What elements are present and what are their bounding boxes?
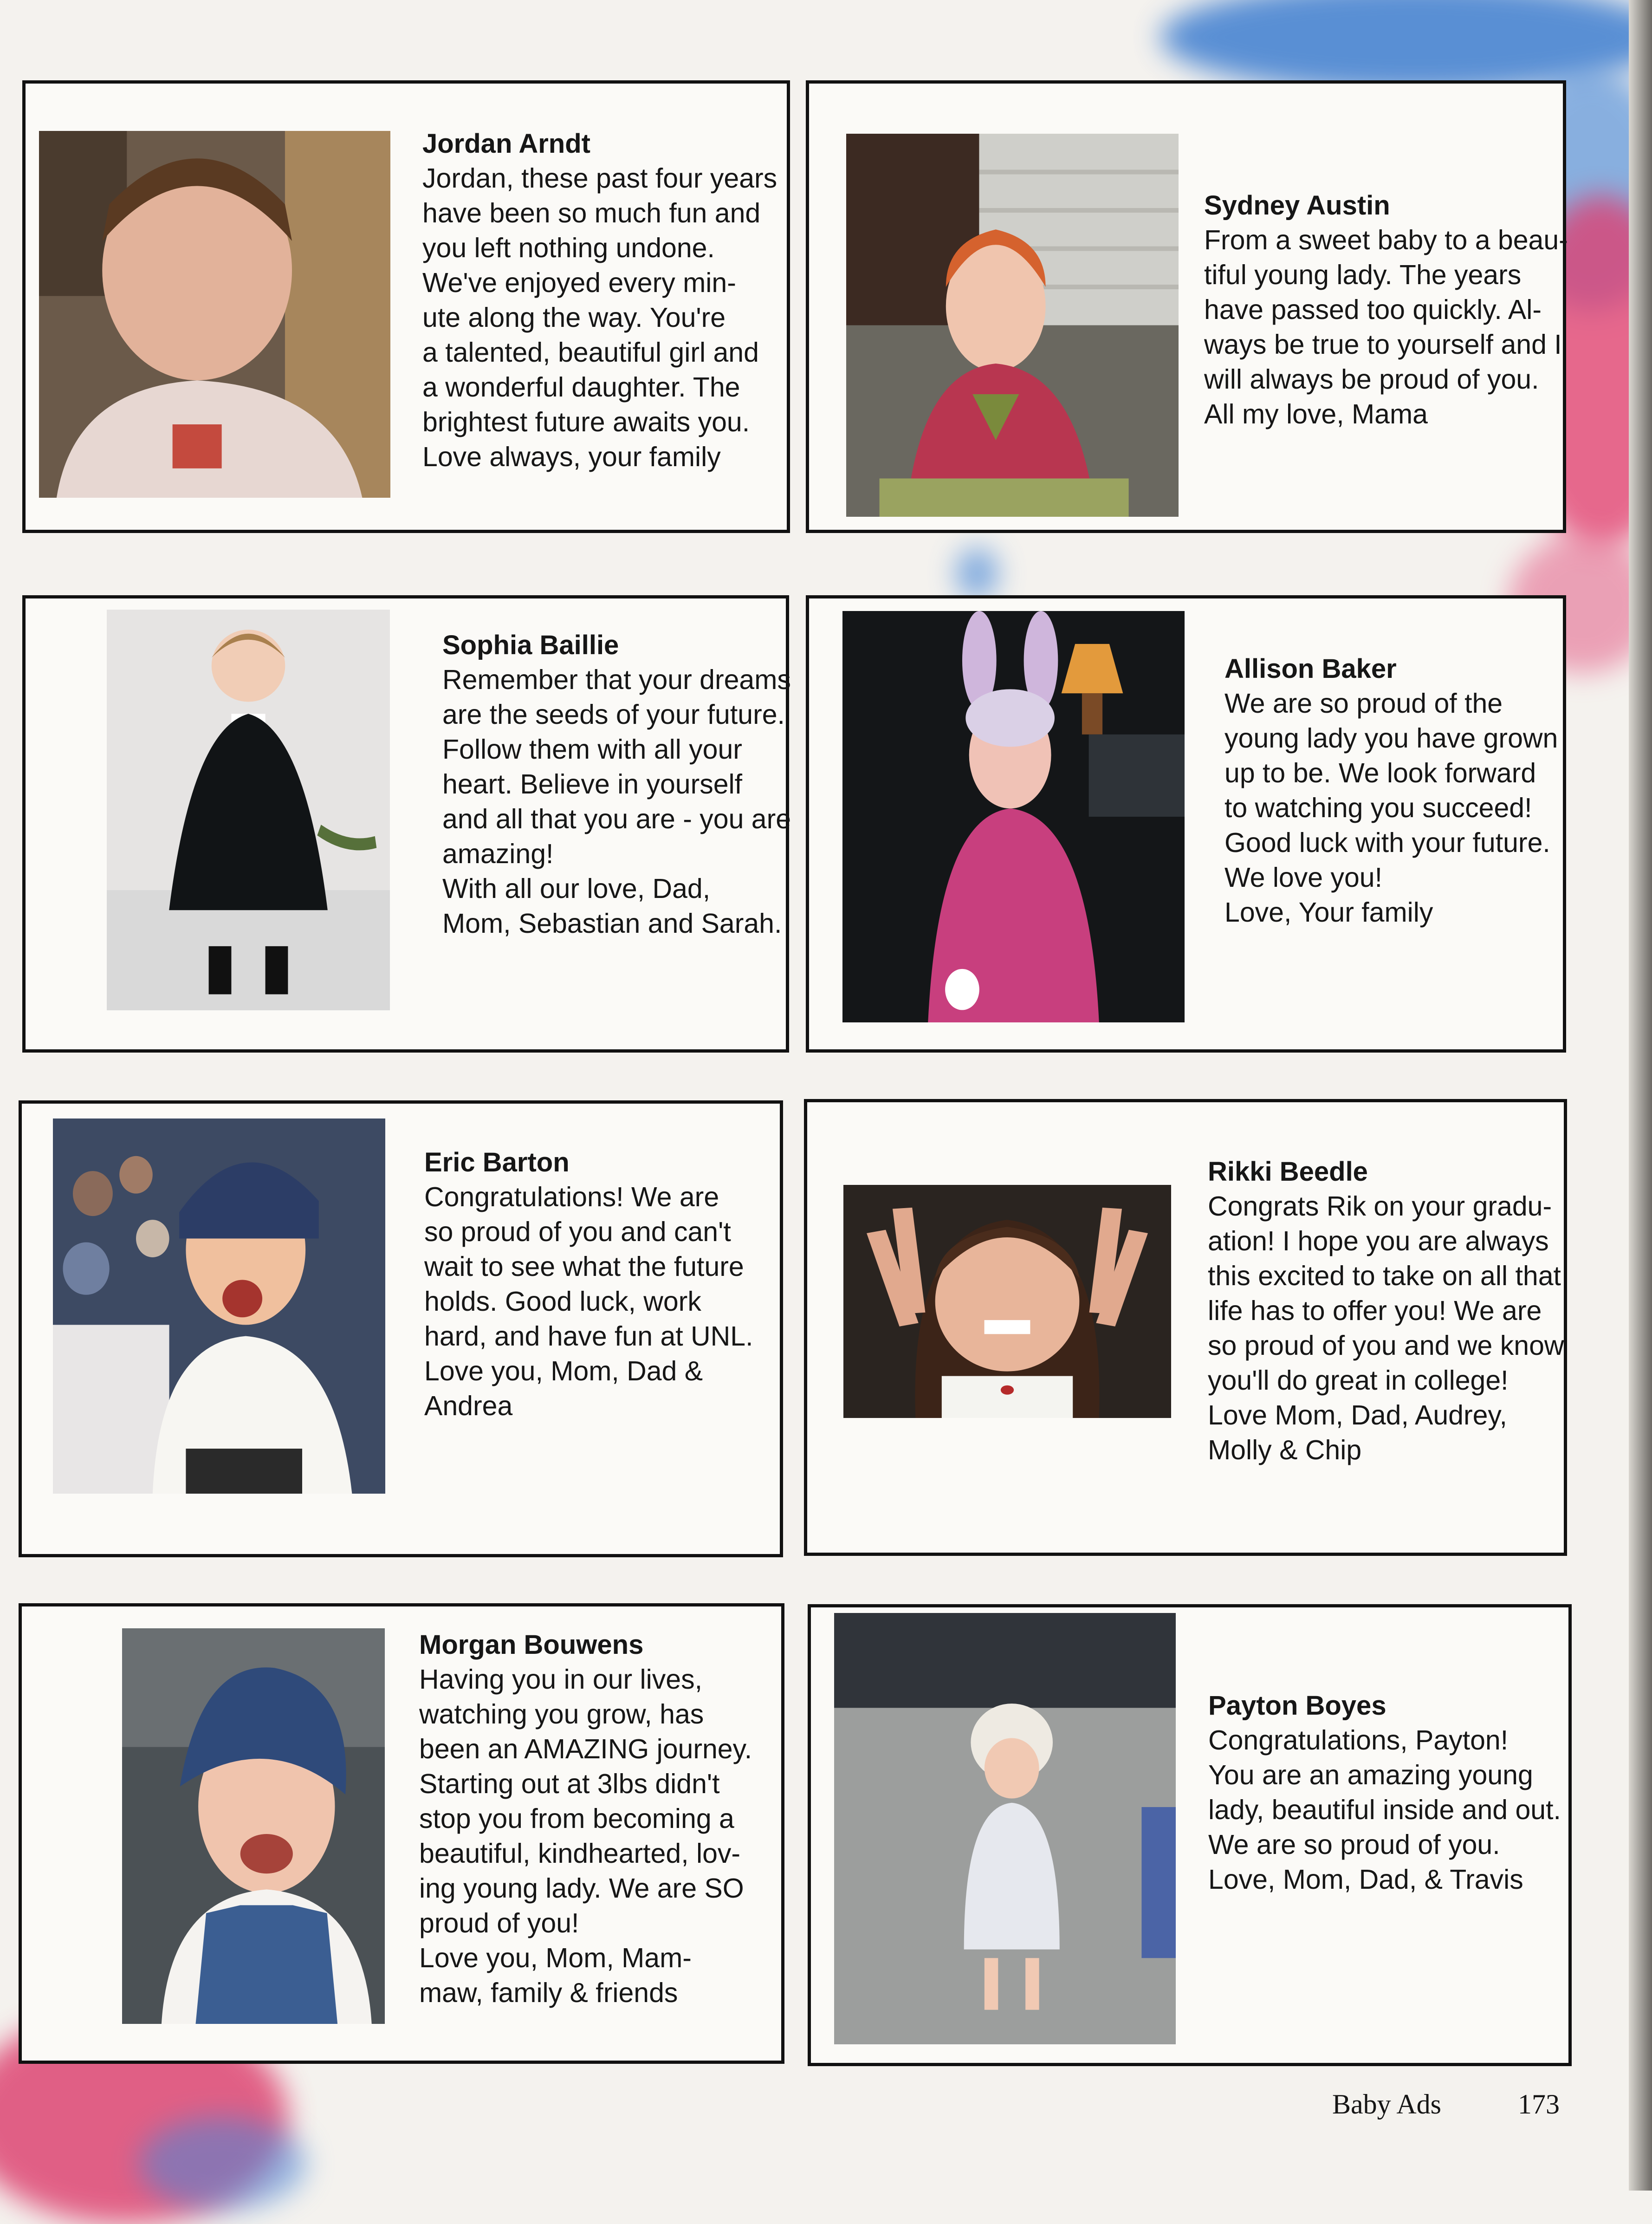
ad-message bbox=[1208, 1154, 1564, 1468]
ad-line: will always be proud of you. bbox=[1204, 364, 1539, 395]
ad-line: Jordan, these past four years bbox=[422, 163, 777, 194]
ad-line: Love, Your family bbox=[1224, 897, 1433, 928]
ad-line: Congratulations! We are bbox=[424, 1182, 719, 1212]
ad-line: a wonderful daughter. The bbox=[422, 372, 740, 403]
ad-line: watching you grow, has bbox=[419, 1699, 704, 1730]
watercolor-splash bbox=[956, 548, 998, 599]
ad-line: are the seeds of your future. bbox=[442, 699, 785, 730]
ad-name: Sydney Austin bbox=[1204, 190, 1390, 221]
ad-line: up to be. We look forward bbox=[1224, 758, 1536, 788]
ad-line: so proud of you and can't bbox=[424, 1216, 731, 1247]
ad-name: Payton Boyes bbox=[1208, 1691, 1386, 1721]
ad-line: We are so proud of the bbox=[1224, 688, 1503, 719]
ad-line: With all our love, Dad, bbox=[442, 873, 711, 904]
baby-photo bbox=[122, 1628, 385, 2024]
ad-name: Morgan Bouwens bbox=[419, 1630, 644, 1660]
ad-line: and all that you are - you are bbox=[442, 804, 791, 834]
ad-line: Follow them with all your bbox=[442, 734, 742, 765]
ad-line: hard, and have fun at UNL. bbox=[424, 1321, 753, 1352]
ad-line: have passed too quickly. Al- bbox=[1204, 294, 1542, 325]
ad-name: Allison Baker bbox=[1224, 654, 1397, 684]
ad-line: ways be true to yourself and I bbox=[1204, 329, 1562, 360]
ad-line: Love, Mom, Dad, & Travis bbox=[1208, 1864, 1523, 1895]
section-title: Baby Ads bbox=[1332, 2089, 1442, 2120]
ad-message bbox=[1224, 651, 1558, 930]
ad-line: young lady you have grown bbox=[1224, 723, 1558, 754]
ad-message bbox=[419, 1627, 752, 2010]
ad-line: Andrea bbox=[424, 1391, 513, 1421]
ad-line: maw, family & friends bbox=[419, 1977, 678, 2008]
ad-name: Rikki Beedle bbox=[1208, 1157, 1368, 1187]
baby-photo bbox=[842, 611, 1185, 1022]
ad-line: a talented, beautiful girl and bbox=[422, 337, 759, 368]
ad-line: lady, beautiful inside and out. bbox=[1208, 1795, 1561, 1825]
ad-line: Love always, your family bbox=[422, 442, 721, 472]
ad-name: Sophia Baillie bbox=[442, 630, 619, 660]
ad-message bbox=[1208, 1688, 1561, 1897]
ad-line: All my love, Mama bbox=[1204, 399, 1428, 429]
ad-line: Remember that your dreams bbox=[442, 664, 791, 695]
ad-line: ute along the way. You're bbox=[422, 302, 726, 333]
ad-line: beautiful, kindhearted, lov- bbox=[419, 1838, 741, 1869]
ad-line: ing young lady. We are SO bbox=[419, 1873, 744, 1904]
page-footer bbox=[1332, 2088, 1560, 2120]
ad-line: Love Mom, Dad, Audrey, bbox=[1208, 1400, 1507, 1431]
ad-line: you'll do great in college! bbox=[1208, 1365, 1509, 1396]
ad-line: We love you! bbox=[1224, 862, 1382, 893]
watercolor-splash bbox=[139, 2117, 306, 2210]
ad-name: Eric Barton bbox=[424, 1147, 570, 1177]
ad-line: Love you, Mom, Mam- bbox=[419, 1943, 692, 1973]
ad-name: Jordan Arndt bbox=[422, 129, 590, 159]
ad-line: Love you, Mom, Dad & bbox=[424, 1356, 703, 1386]
ad-line: brightest future awaits you. bbox=[422, 407, 750, 437]
ad-line: holds. Good luck, work bbox=[424, 1286, 701, 1317]
ad-line: We've enjoyed every min- bbox=[422, 267, 736, 298]
baby-photo bbox=[843, 1185, 1171, 1418]
ad-line: life has to offer you! We are bbox=[1208, 1295, 1542, 1326]
baby-photo bbox=[834, 1613, 1176, 2044]
ad-line: proud of you! bbox=[419, 1908, 579, 1938]
baby-photo bbox=[846, 134, 1179, 517]
baby-photo bbox=[53, 1119, 385, 1494]
page-number: 173 bbox=[1518, 2089, 1560, 2120]
ad-line: From a sweet baby to a beau- bbox=[1204, 225, 1568, 255]
ad-line: stop you from becoming a bbox=[419, 1803, 734, 1834]
ad-line: ation! I hope you are always bbox=[1208, 1226, 1549, 1256]
baby-photo bbox=[39, 131, 390, 498]
ad-line: wait to see what the future bbox=[424, 1251, 744, 1282]
page-binding-edge bbox=[1629, 0, 1652, 2191]
ad-line: You are an amazing young bbox=[1208, 1760, 1533, 1790]
ad-line: Congratulations, Payton! bbox=[1208, 1725, 1509, 1756]
ad-line: been an AMAZING journey. bbox=[419, 1734, 752, 1764]
ad-message bbox=[422, 126, 777, 475]
ad-line: so proud of you and we know bbox=[1208, 1330, 1564, 1361]
ad-line: We are so proud of you. bbox=[1208, 1829, 1500, 1860]
ad-line: Starting out at 3lbs didn't bbox=[419, 1769, 720, 1799]
ad-line: amazing! bbox=[442, 839, 554, 869]
ad-line: Good luck with your future. bbox=[1224, 827, 1550, 858]
ad-message bbox=[442, 628, 791, 941]
ad-message bbox=[424, 1145, 753, 1424]
ad-line: you left nothing undone. bbox=[422, 233, 715, 263]
ad-line: tiful young lady. The years bbox=[1204, 260, 1522, 290]
ad-line: Congrats Rik on your gradu- bbox=[1208, 1191, 1552, 1222]
ad-line: this excited to take on all that bbox=[1208, 1261, 1561, 1291]
baby-photo bbox=[107, 610, 390, 1010]
ad-line: to watching you succeed! bbox=[1224, 793, 1532, 823]
ad-line: Having you in our lives, bbox=[419, 1664, 702, 1695]
ad-line: Mom, Sebastian and Sarah. bbox=[442, 908, 782, 939]
ad-line: Molly & Chip bbox=[1208, 1435, 1362, 1465]
ad-line: have been so much fun and bbox=[422, 198, 761, 228]
ad-message bbox=[1204, 188, 1568, 432]
ad-line: heart. Believe in yourself bbox=[442, 769, 743, 800]
